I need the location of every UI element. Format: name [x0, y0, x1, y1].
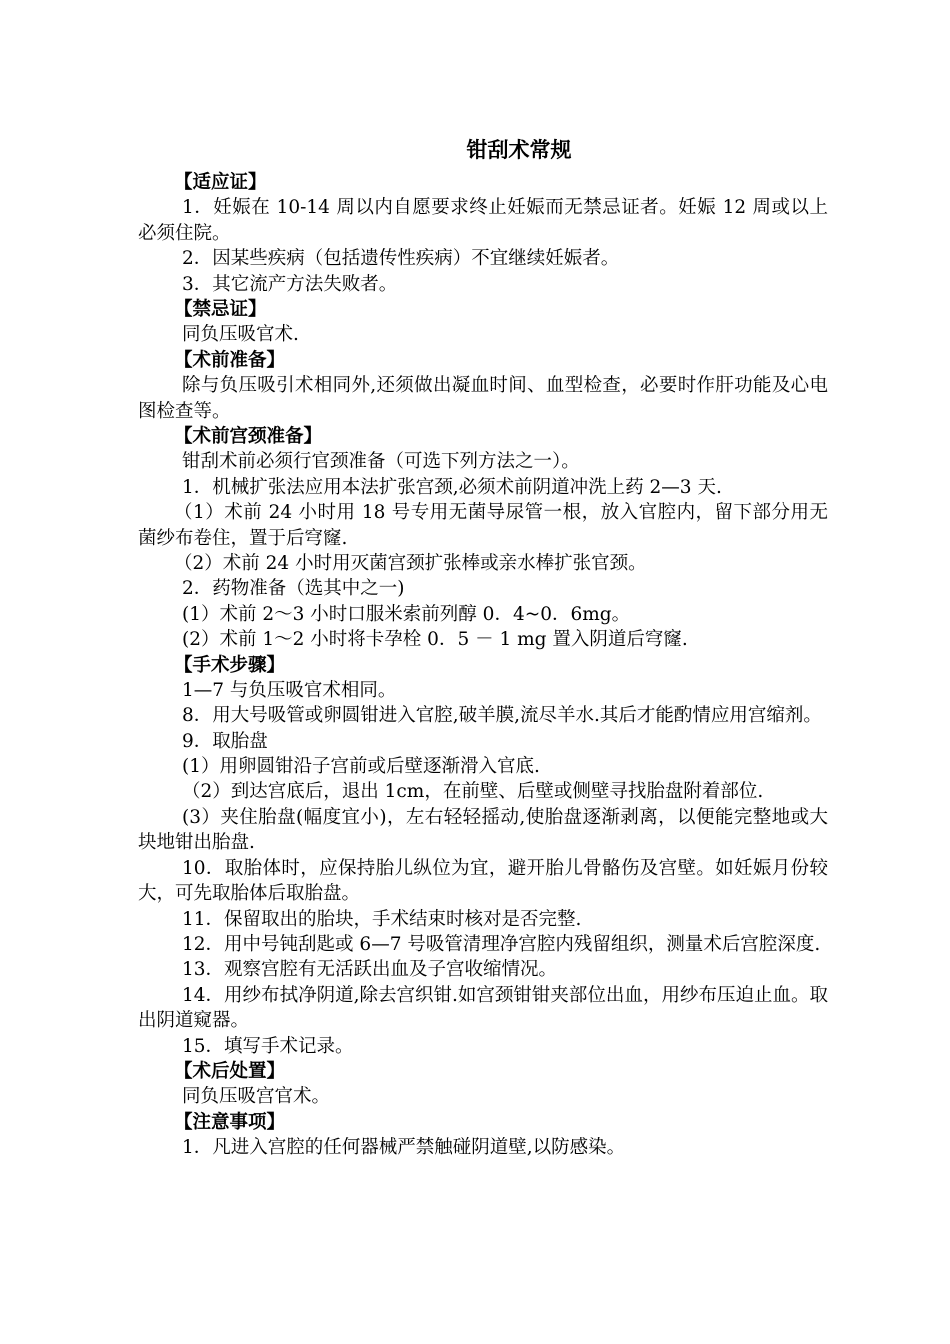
- step-8: 8．用大号吸管或卵圆钳进入官腔,破羊膜,流尽羊水.其后才能酌情应用宫缩剂。: [182, 705, 822, 727]
- indication-item-3: 3．其它流产方法失败者。: [182, 273, 398, 295]
- step-9-3: (3）夹住胎盘(幅度宜小)，左右轻轻摇动,使胎盘逐渐剥离，以便能完整地或大块地钳出胎盘.: [138, 806, 828, 854]
- page-title: 钳刮术常规: [466, 138, 572, 162]
- document-page: [138, 130, 828, 1160]
- indication-item-1: 1．妊娠在 10-14 周以内自愿要求终止妊娠而无禁忌证者。妊娠 12 周或以上必须住院。: [138, 197, 828, 244]
- postop-text: 同负压吸宫官术。: [182, 1086, 331, 1108]
- cervical-prep-mechanical-1: （1）术前 24 小时用 18 号专用无菌导尿管一根，放入官腔内，留下部分用无菌纱布卷住，置于后穹窿.: [138, 502, 828, 549]
- cervical-prep-drug-1: (1）术前 2～3 小时口服米索前列醇 0．4~0．6mg。: [182, 603, 631, 625]
- section-heading-contraindications: 【禁忌证】: [174, 298, 267, 320]
- step-1-7: 1—7 与负压吸官术相同。: [182, 679, 397, 701]
- step-12: 12．用中号钝刮匙或 6—7 号吸管清理净宫腔内残留组织，测量术后宫腔深度.: [182, 933, 821, 955]
- cervical-prep-mechanical-2: （2）术前 24 小时用灭菌宫颈扩张棒或亲水棒扩张官颈。: [174, 552, 647, 574]
- step-11: 11．保留取出的胎块，手术结束时核对是否完整.: [182, 908, 582, 930]
- document-body: [138, 170, 828, 1160]
- cervical-prep-drug-2: (2）术前 1～2 小时将卡孕栓 0．5 － 1 mg 置入阴道后穹窿.: [182, 629, 688, 651]
- section-heading-indications: 【适应证】: [174, 172, 267, 193]
- step-9-2: （2）到达宫底后，退出 1cm，在前壁、后壁或侧壁寻找胎盘附着部位.: [182, 781, 764, 803]
- section-heading-postop: 【术后处置】: [174, 1060, 286, 1082]
- section-heading-preop: 【术前准备】: [174, 349, 286, 371]
- step-14: 14．用纱布拭净阴道,除去宫织钳.如宫颈钳钳夹部位出血，用纱布压迫止血。取出阴道窥器。: [138, 984, 828, 1032]
- preop-text: 除与负压吸引术相同外,还须做出凝血时间、血型检查，必要时作肝功能及心电图检查等。: [138, 375, 828, 422]
- section-heading-cervical-prep: 【术前宫颈准备】: [174, 425, 323, 447]
- step-15: 15．填写手术记录。: [182, 1035, 354, 1057]
- step-10: 10．取胎体时，应保持胎儿纵位为宜，避开胎儿骨骼伤及宫壁。如妊娠月份较大，可先取胎体后取胎盘。: [138, 857, 828, 905]
- indication-item-2: 2．因某些疾病（包括遗传性疾病）不宜继续妊娠者。: [182, 248, 620, 270]
- step-9-1: (1）用卵圆钳沿子宫前或后壁逐渐滑入官底.: [182, 756, 540, 778]
- step-9: 9．取胎盘: [182, 730, 268, 752]
- cervical-prep-drug: 2．药物准备（选其中之一): [182, 578, 405, 600]
- note-1: 1．凡进入宫腔的任何器械严禁触碰阴道壁,以防感染。: [182, 1137, 626, 1159]
- section-heading-notes: 【注意事项】: [174, 1111, 286, 1133]
- cervical-prep-intro: 钳刮术前必须行官颈准备（可选下列方法之一）。: [182, 451, 580, 473]
- cervical-prep-mechanical: 1．机械扩张法应用本法扩张宫颈,必须术前阴道冲洗上药 2—3 天.: [182, 476, 722, 498]
- step-13: 13．观察宫腔有无活跃出血及子宫收缩情况。: [182, 959, 558, 981]
- contraindications-text: 同负压吸官术.: [182, 324, 299, 346]
- section-heading-steps: 【手术步骤】: [174, 654, 286, 676]
